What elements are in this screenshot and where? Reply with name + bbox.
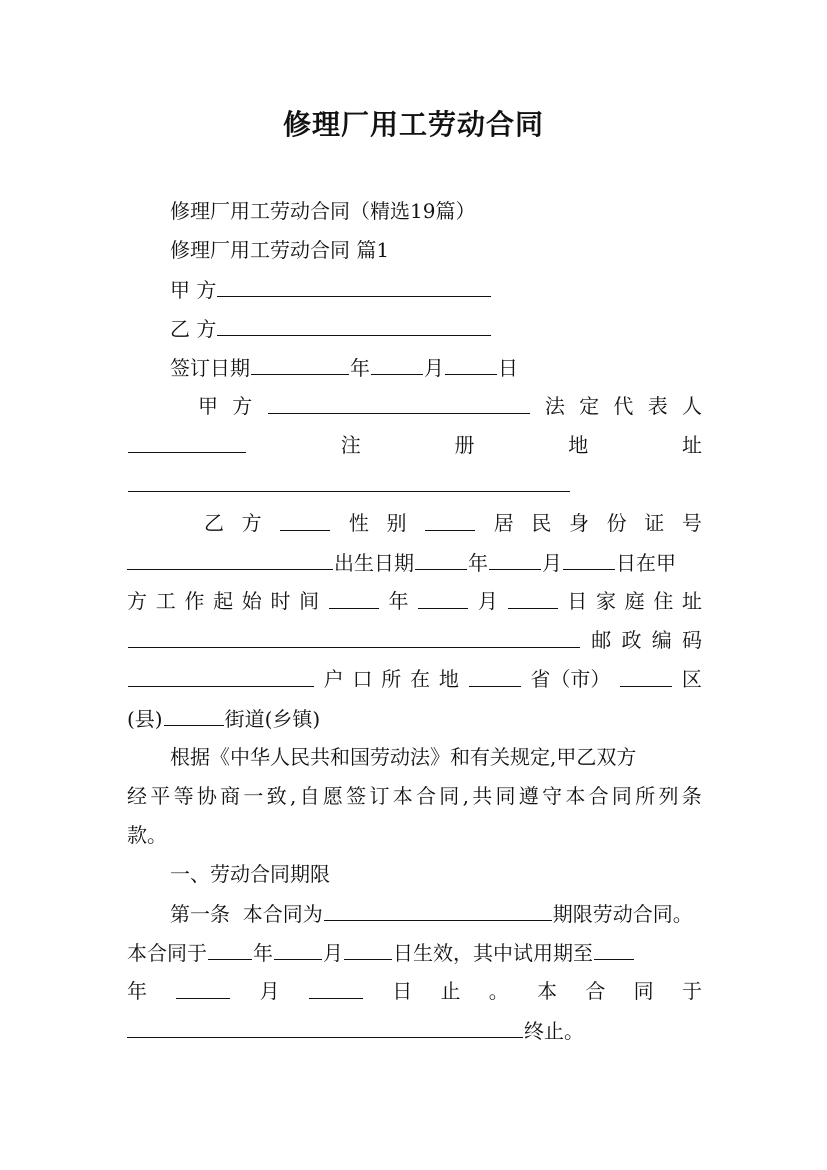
char: 时 (270, 589, 291, 613)
char: 列 (658, 784, 679, 808)
county-label: (县) (127, 707, 163, 731)
char: 别 (386, 511, 407, 535)
char: 口 (352, 667, 373, 691)
char: 所 (381, 667, 402, 691)
char: 同 (633, 979, 654, 1003)
text: 本合同于 (127, 941, 207, 965)
char: 人 (681, 394, 702, 418)
birth-year-blank[interactable] (415, 547, 467, 570)
district-label: 区 (681, 667, 702, 691)
char: 协 (196, 784, 217, 808)
hukou-line (127, 664, 702, 694)
day-label: 日 (567, 589, 588, 613)
char: 家 (595, 589, 616, 613)
paragraph-line-1: 根据《中华人民共和国劳动法》和有关规定,甲乙双方 (170, 745, 637, 769)
char: 同 (439, 784, 460, 808)
street-line (127, 703, 702, 733)
party-a-line (170, 274, 702, 304)
trial-day-blank[interactable] (309, 976, 363, 999)
section-heading: 修理厂用工劳动合同 篇1 (170, 238, 390, 262)
char: 本 (537, 979, 558, 1003)
trial-month-blank[interactable] (176, 976, 230, 999)
char: 册 (454, 433, 475, 457)
char: 合 (416, 784, 437, 808)
termination-blank[interactable] (127, 1015, 523, 1038)
char: , (462, 784, 469, 808)
char: 在 (410, 667, 431, 691)
char: 方 (232, 394, 253, 418)
char: 合 (588, 784, 609, 808)
paragraph-line-2 (127, 781, 702, 811)
char: 编 (651, 628, 672, 652)
day-label: 日 (498, 356, 518, 380)
char: 共 (472, 784, 493, 808)
party-b-detail-line (204, 508, 702, 538)
birth-label: 出生日期 (334, 551, 414, 575)
char: 愿 (322, 784, 343, 808)
id-birth-line (127, 547, 702, 577)
legal-rep-blank[interactable] (128, 430, 246, 453)
char: 住 (653, 589, 674, 613)
char: 身 (569, 511, 589, 535)
char: 码 (682, 628, 702, 652)
effective-day-blank[interactable] (344, 937, 392, 960)
char: 邮 (591, 628, 612, 652)
char: 同 (611, 784, 632, 808)
char: 始 (241, 589, 262, 613)
char: 本 (565, 784, 586, 808)
sign-day-blank[interactable] (445, 352, 497, 375)
registered-address-blank[interactable] (128, 469, 570, 492)
birth-month-blank[interactable] (489, 547, 541, 570)
work-start-line (127, 586, 702, 616)
month-label: 月 (424, 356, 444, 380)
home-postcode-line (127, 625, 702, 655)
char: 经 (127, 784, 147, 808)
char: 同 (495, 784, 516, 808)
county-blank[interactable] (164, 703, 224, 726)
effective-month-blank[interactable] (274, 937, 322, 960)
char: 止 (440, 979, 461, 1003)
char: 号 (681, 511, 702, 535)
char: 证 (644, 511, 665, 535)
char: 政 (621, 628, 642, 652)
party-b-label: 乙 方 (170, 317, 217, 341)
province-label: 省（市） (530, 667, 611, 691)
sign-year-blank[interactable] (251, 352, 349, 375)
postcode-blank[interactable] (128, 664, 314, 687)
party-a-label: 甲 方 (170, 278, 217, 302)
char: 于 (681, 979, 702, 1003)
char: 年 (127, 979, 147, 1003)
char: 间 (299, 589, 320, 613)
char: 所 (635, 784, 656, 808)
party-a-blank[interactable] (217, 274, 491, 297)
char: 份 (606, 511, 627, 535)
text: 期限劳动合同。 (552, 902, 693, 926)
char: 等 (173, 784, 194, 808)
sign-month-blank[interactable] (371, 352, 423, 375)
char: 表 (647, 394, 668, 418)
street-label: 街道(乡镇) (224, 707, 321, 731)
char: 起 (213, 589, 234, 613)
char: 民 (531, 511, 552, 535)
char: 注 (340, 433, 361, 457)
work-day-blank[interactable] (508, 586, 558, 609)
district-blank[interactable] (620, 664, 672, 687)
char: 方 (241, 511, 262, 535)
text: 日在甲 (616, 551, 676, 575)
char: 。 (488, 979, 509, 1003)
work-year-blank[interactable] (329, 586, 379, 609)
char: 月 (259, 979, 280, 1003)
char: 遵 (518, 784, 539, 808)
char: 作 (184, 589, 205, 613)
subtitle-line: 修理厂用工劳动合同（精选19篇） (170, 199, 476, 223)
char: 址 (682, 433, 702, 457)
char: 平 (150, 784, 171, 808)
char: 商 (220, 784, 241, 808)
char: 代 (613, 394, 634, 418)
char: 订 (369, 784, 390, 808)
party-a-detail-line (198, 391, 702, 421)
char: 定 (579, 394, 600, 418)
char: 自 (299, 784, 320, 808)
year-label: 年 (350, 356, 370, 380)
month-label: 月 (542, 551, 562, 575)
year-label: 年 (388, 589, 409, 613)
month-label: 月 (477, 589, 498, 613)
article-one-line-2 (127, 937, 702, 967)
year-label: 年 (253, 941, 273, 965)
char: 址 (682, 589, 702, 613)
text: 终止。 (524, 1019, 584, 1043)
char: 守 (542, 784, 563, 808)
document-title: 修理厂用工劳动合同 (282, 108, 544, 141)
char: 地 (438, 667, 459, 691)
char: 一 (243, 784, 264, 808)
char: 方 (127, 589, 147, 613)
birth-day-blank[interactable] (563, 547, 615, 570)
home-address-blank[interactable] (128, 625, 580, 648)
char: , (289, 784, 297, 808)
contract-term-blank[interactable] (324, 898, 552, 921)
sign-date-line (170, 352, 702, 382)
party-b-name-blank[interactable] (280, 508, 330, 531)
char: 庭 (624, 589, 645, 613)
text: 日生效，其中试用期至 (393, 941, 593, 965)
party-a-name-blank[interactable] (268, 391, 530, 414)
char: 法 (544, 394, 565, 418)
char: 日 (392, 979, 413, 1003)
month-label: 月 (323, 941, 343, 965)
char: 致 (266, 784, 287, 808)
party-b-line (170, 313, 702, 343)
char: 乙 (204, 511, 224, 535)
province-blank[interactable] (469, 664, 521, 687)
paragraph-line-3: 款。 (127, 823, 167, 847)
char: 本 (392, 784, 413, 808)
article-one-line-4 (127, 1015, 702, 1045)
char: 户 (323, 667, 344, 691)
party-b-blank[interactable] (217, 313, 491, 336)
char: 性 (348, 511, 369, 535)
work-month-blank[interactable] (418, 586, 468, 609)
char: 工 (155, 589, 176, 613)
trial-year-blank[interactable] (594, 937, 634, 960)
effective-year-blank[interactable] (208, 937, 252, 960)
gender-blank[interactable] (425, 508, 475, 531)
article-one-line-3 (127, 976, 702, 1006)
char: 条 (681, 784, 702, 808)
article-one-line-1 (170, 898, 702, 928)
section-one-heading: 一、劳动合同期限 (170, 862, 330, 886)
char: 地 (568, 433, 589, 457)
id-number-blank[interactable] (127, 547, 333, 570)
legal-rep-address-line (127, 430, 702, 460)
char: 居 (493, 511, 514, 535)
char: 签 (346, 784, 367, 808)
char: 合 (585, 979, 606, 1003)
char: 甲 (198, 394, 218, 418)
year-label: 年 (468, 551, 488, 575)
address-blank-line (127, 469, 702, 499)
sign-date-label: 签订日期 (170, 356, 250, 380)
article-one-label: 第一条 本合同为 (170, 902, 323, 926)
